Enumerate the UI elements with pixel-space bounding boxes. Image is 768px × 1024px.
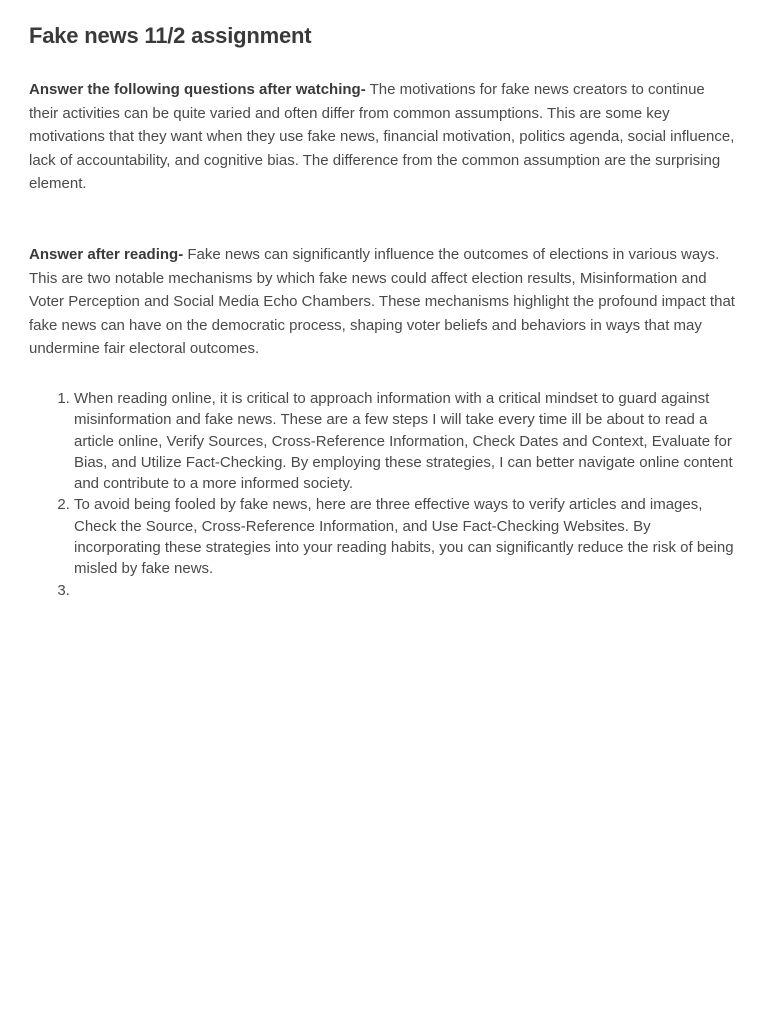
answer-lead-reading: Answer after reading-: [29, 245, 184, 263]
document-title: Fake news 11/2 assignment: [29, 23, 312, 48]
answer-paragraph-reading: [29, 243, 738, 361]
list-item: 2. To avoid being fooled by fake news, here are three effective ways to verify articles and images, Check the Source, Cross-Reference Information, and Use Fact-Checking Websites. By incorporating these strategies into your reading habits, you can significantly reduce the risk of being misled by fake news.: [74, 494, 738, 579]
numbered-answer-list: [29, 388, 738, 601]
answer-body-watching: The motivations for fake news creators to continue their activities can be quite varied and often differ from common assumptions. This are some key motivations that they want when they use fake news, financial motivation, politics agenda, social influence, lack of accountability, and cognitive bias. The difference from the common assumption are the surprising element.: [29, 81, 735, 193]
answer-body-reading: Fake news can significantly influence the outcomes of elections in various ways. This are two notable mechanisms by which fake news could affect election results, Misinformation and Voter Perception and Social Media Echo Chambers. These mechanisms highlight the profound impact that fake news can have on the democratic process, shaping voter beliefs and behaviors in ways that may undermine fair electoral outcomes.: [29, 245, 735, 358]
list-item: 1. When reading online, it is critical to approach information with a critical mindset to guard against misinformation and fake news. These are a few steps I will take every time ill be about to read a article online, Verify Sources, Cross-Reference Information, Check Dates and Context, Evaluate for Bias, and Utilize Fact-Checking. By employing these strategies, I can better navigate online content and contribute to a more informed society.: [74, 388, 738, 494]
answer-lead-watching: Answer the following questions after watching-: [29, 81, 366, 98]
answer-paragraph-watching: [29, 78, 738, 196]
list-item: [74, 580, 738, 601]
